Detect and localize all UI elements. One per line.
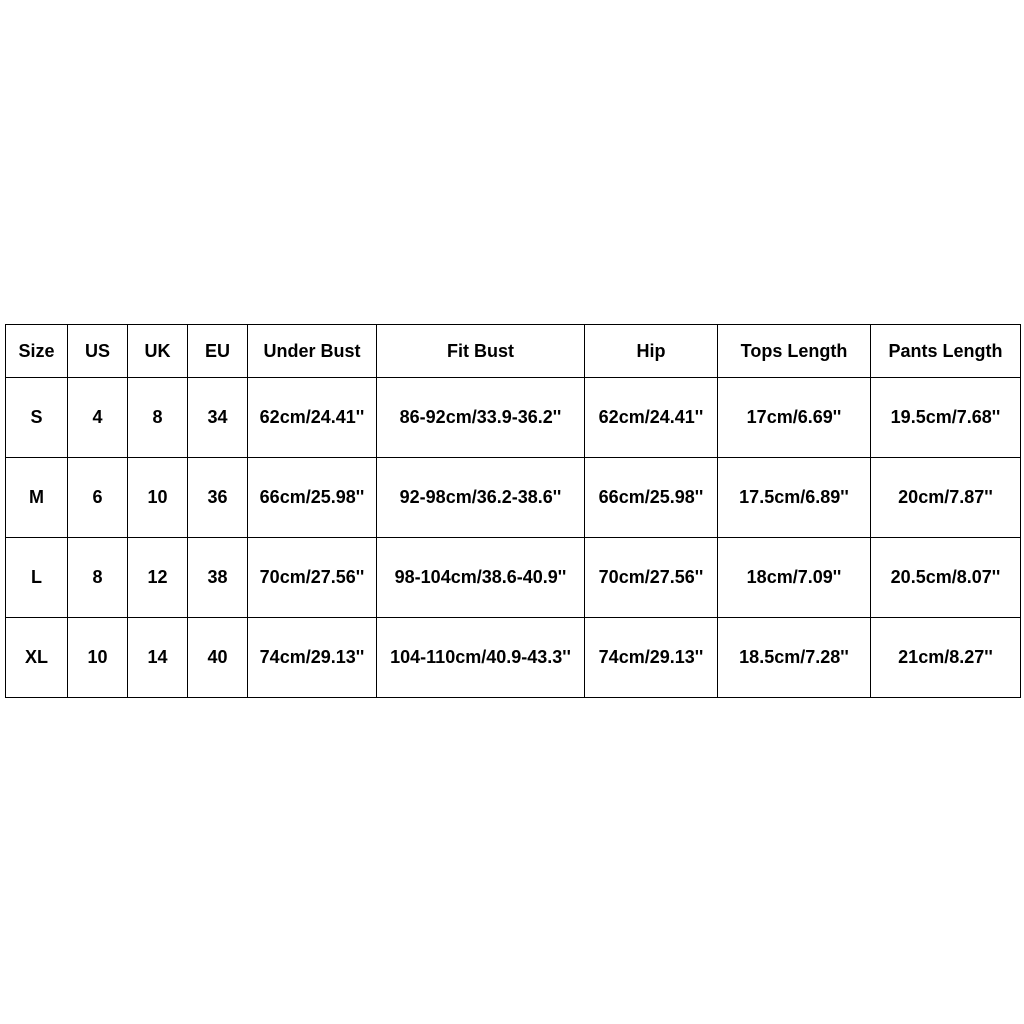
table-row [6, 538, 1021, 618]
cell-fit-bust: 104-110cm/40.9-43.3'' [377, 618, 585, 698]
header-us: US [68, 325, 128, 378]
cell-size: S [6, 378, 68, 458]
header-fit-bust: Fit Bust [377, 325, 585, 378]
table-row [6, 458, 1021, 538]
cell-hip: 74cm/29.13'' [585, 618, 718, 698]
cell-tops-length: 18cm/7.09'' [718, 538, 871, 618]
cell-eu: 36 [188, 458, 248, 538]
cell-size: L [6, 538, 68, 618]
header-tops-length: Tops Length [718, 325, 871, 378]
cell-pants-length: 21cm/8.27'' [871, 618, 1021, 698]
header-pants-length: Pants Length [871, 325, 1021, 378]
header-hip: Hip [585, 325, 718, 378]
cell-under-bust: 70cm/27.56'' [248, 538, 377, 618]
cell-us: 10 [68, 618, 128, 698]
cell-fit-bust: 86-92cm/33.9-36.2'' [377, 378, 585, 458]
cell-eu: 40 [188, 618, 248, 698]
header-eu: EU [188, 325, 248, 378]
cell-under-bust: 66cm/25.98'' [248, 458, 377, 538]
cell-hip: 70cm/27.56'' [585, 538, 718, 618]
cell-size: M [6, 458, 68, 538]
cell-fit-bust: 92-98cm/36.2-38.6'' [377, 458, 585, 538]
cell-fit-bust: 98-104cm/38.6-40.9'' [377, 538, 585, 618]
cell-uk: 8 [128, 378, 188, 458]
size-chart-table [5, 324, 1021, 698]
cell-eu: 34 [188, 378, 248, 458]
header-size: Size [6, 325, 68, 378]
header-uk: UK [128, 325, 188, 378]
cell-under-bust: 74cm/29.13'' [248, 618, 377, 698]
cell-uk: 12 [128, 538, 188, 618]
cell-under-bust: 62cm/24.41'' [248, 378, 377, 458]
header-row [6, 325, 1021, 378]
cell-pants-length: 19.5cm/7.68'' [871, 378, 1021, 458]
cell-uk: 14 [128, 618, 188, 698]
cell-pants-length: 20cm/7.87'' [871, 458, 1021, 538]
cell-tops-length: 17.5cm/6.89'' [718, 458, 871, 538]
cell-size: XL [6, 618, 68, 698]
cell-us: 4 [68, 378, 128, 458]
cell-us: 8 [68, 538, 128, 618]
cell-hip: 66cm/25.98'' [585, 458, 718, 538]
cell-uk: 10 [128, 458, 188, 538]
cell-hip: 62cm/24.41'' [585, 378, 718, 458]
cell-us: 6 [68, 458, 128, 538]
cell-tops-length: 18.5cm/7.28'' [718, 618, 871, 698]
header-under-bust: Under Bust [248, 325, 377, 378]
table-row [6, 618, 1021, 698]
cell-tops-length: 17cm/6.69'' [718, 378, 871, 458]
cell-pants-length: 20.5cm/8.07'' [871, 538, 1021, 618]
cell-eu: 38 [188, 538, 248, 618]
table-row [6, 378, 1021, 458]
